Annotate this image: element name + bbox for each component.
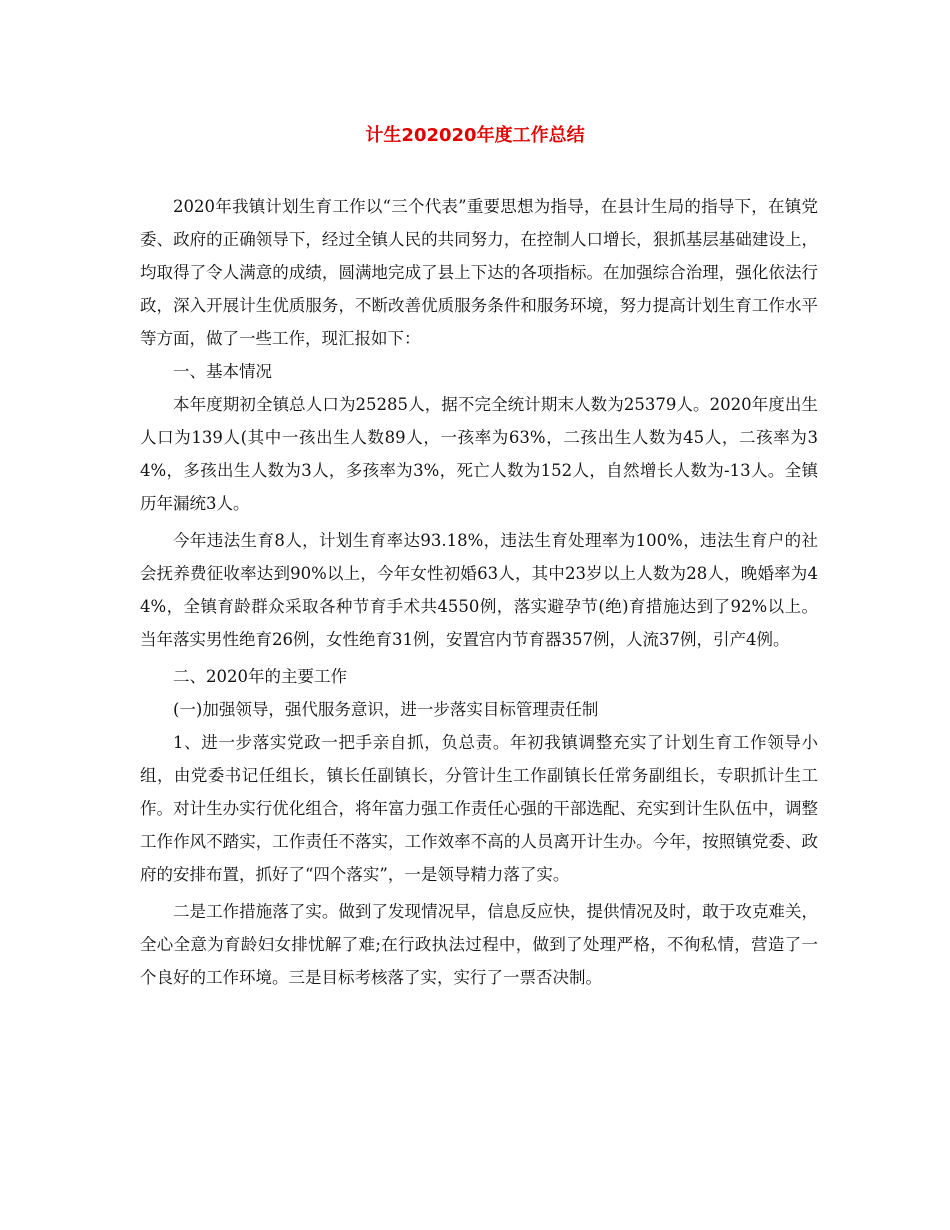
- document-title: 计生202020年度工作总结: [365, 125, 585, 146]
- document-body: [140, 190, 818, 994]
- paragraph-leadership: 1、进一步落实党政一把手亲自抓，负总责。年初我镇调整充实了计划生育工作领导小组，由党委书记任组长，镇长任副镇长，分管计生工作副镇长任常务副组长，专职抓计生工作。对计生办实行优化组合，将年富力强工作责任心强的干部选配、充实到计生队伍中，调整工作作风不踏实，工作责任不落实，工作效率不高的人员离开计生办。今年，按照镇党委、政府的安排布置，抓好了“四个落实”，一是领导精力落了实。: [140, 733, 818, 884]
- subsection-heading-leadership: (一)加强领导，强代服务意识，进一步落实目标管理责任制: [173, 700, 599, 719]
- paragraph-intro: 2020年我镇计划生育工作以“三个代表”重要思想为指导，在县计生局的指导下，在镇党委、政府的正确领导下，经过全镇人民的共同努力，在控制人口增长，狠抓基层基础建设上，均取得了令人满意的成绩，圆满地完成了县上下达的各项指标。在加强综合治理，强化依法行政，深入开展计生优质服务，不断改善优质服务条件和服务环境，努力提高计划生育工作水平等方面，做了一些工作，现汇报如下：: [140, 197, 818, 348]
- section-heading-main-work: 二、2020年的主要工作: [173, 667, 347, 686]
- paragraph-measures: 二是工作措施落了实。做到了发现情况早，信息反应快，提供情况及时，敢于攻克难关，全心全意为育龄妇女排忧解了难;在行政执法过程中，做到了处理严格，不徇私情，营造了一个良好的工作环境。三是目标考核落了实，实行了一票否决制。: [140, 902, 818, 987]
- paragraph-population: 本年度期初全镇总人口为25285人，据不完全统计期末人数为25379人。2020年度出生人口为139人(其中一孩出生人数89人，一孩率为63%，二孩出生人数为45人，二孩率为34%，多孩出生人数为3人，多孩率为3%，死亡人数为152人，自然增长人数为-13人。全镇历年漏统3人。: [140, 395, 818, 513]
- paragraph-birth-control: 今年违法生育8人，计划生育率达93.18%，违法生育处理率为100%，违法生育户的社会抚养费征收率达到90%以上，今年女性初婚63人，其中23岁以上人数为28人，晚婚率为44%，全镇育龄群众采取各种节育手术共4550例，落实避孕节(绝)育措施达到了92%以上。当年落实男性绝育26例，女性绝育31例，安置宫内节育器357例，人流37例，引产4例。: [140, 531, 818, 649]
- section-heading-basic: 一、基本情况: [173, 362, 272, 381]
